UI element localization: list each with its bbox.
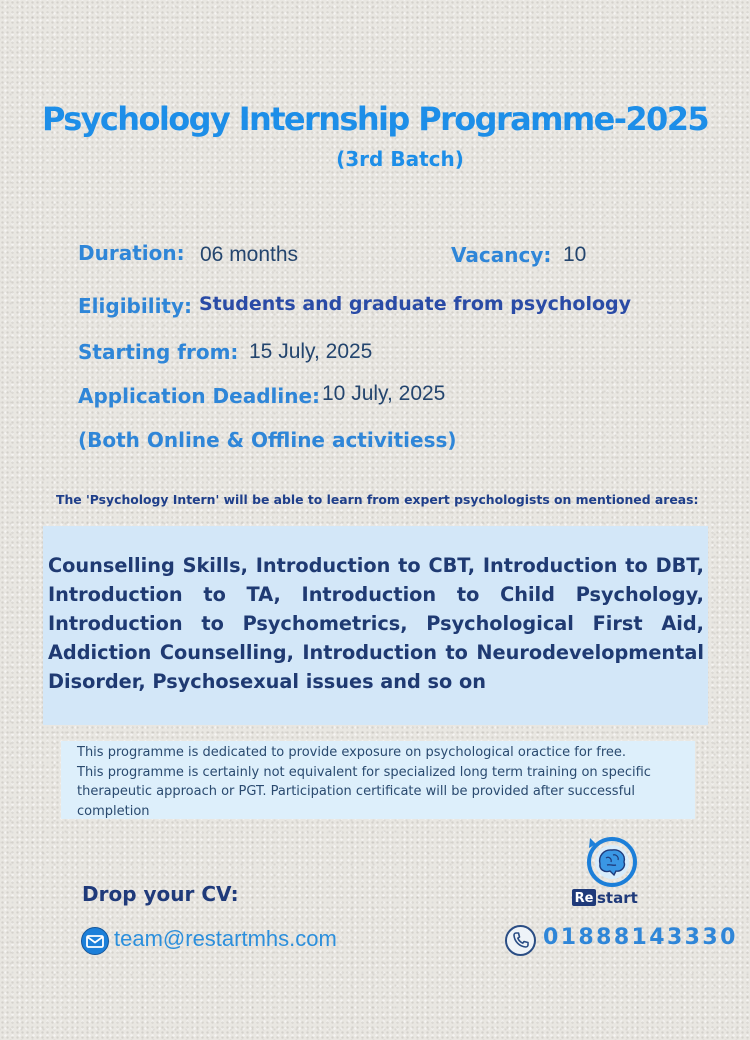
deadline-label: Application Deadline:: [78, 384, 321, 408]
start-label: Starting from:: [78, 340, 239, 364]
topics-text: Counselling Skills, Introduction to CBT, Introduction to DBT, Introduction to TA, Introduction to Child Psychology, Introduction to Psychometrics, Psychological First Aid, Addiction Counselling, Introduction to Neurodevelopmental Disorder, Psychosexual issues and so on: [48, 554, 704, 693]
learning-intro: The 'Psychology Intern' will be able to learn from expert psychologists on mentioned areas:: [56, 492, 699, 507]
disclaimer-box: [61, 741, 695, 819]
restart-logo: [566, 834, 658, 910]
mode-text: (Both Online & Offline activitiess): [78, 428, 457, 452]
duration-label: Duration:: [78, 241, 185, 265]
brain-icon: [566, 834, 658, 910]
eligibility-value: Students and graduate from psychology: [199, 293, 631, 315]
vacancy-label: Vacancy:: [451, 243, 552, 267]
disclaimer-line-1: This programme is dedicated to provide exposure on psychological oractice for free.: [77, 745, 627, 760]
topics-box: [43, 526, 708, 725]
deadline-value: 10 July, 2025: [322, 382, 446, 405]
phone-number[interactable]: 01888143330: [543, 925, 738, 950]
eligibility-label: Eligibility:: [78, 294, 193, 318]
duration-value: 06 months: [200, 243, 299, 266]
batch-subtitle: (3rd Batch): [336, 147, 464, 171]
email-link[interactable]: team@restartmhs.com: [114, 926, 337, 951]
cv-label: Drop your CV:: [82, 882, 239, 906]
disclaimer-line-2: This programme is certainly not equivalent for specialized long term training on specific therapeutic approach or PGT. Participation certificate will be provided after successful completion: [77, 764, 651, 819]
logo-text-start: start: [597, 889, 638, 907]
email-icon: [81, 927, 109, 955]
disclaimer-text: [77, 743, 693, 821]
logo-text-re: Re: [574, 891, 594, 906]
start-value: 15 July, 2025: [249, 340, 373, 363]
page-title: Psychology Internship Programme-2025: [41, 100, 709, 138]
phone-icon: [505, 925, 536, 956]
vacancy-value: 10: [563, 243, 587, 266]
